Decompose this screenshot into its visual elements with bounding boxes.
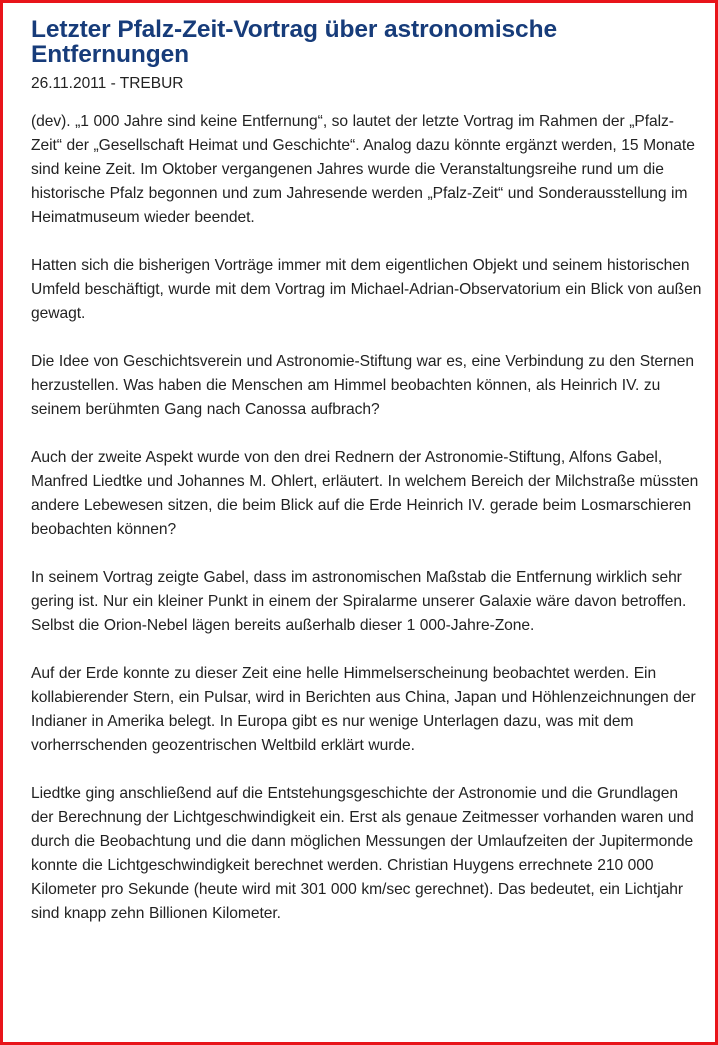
article-dateline: 26.11.2011 - TREBUR [31,75,184,92]
article-body [31,110,703,926]
article-paragraph: Die Idee von Geschichtsverein und Astronomie-Stiftung war es, eine Verbindung zu den Sternen herzustellen. Was haben die Menschen am Himmel beobachten können, als Heinrich IV. zu seinem berühmten Gang nach Canossa aufbrach? [31,353,694,418]
article-paragraph: Liedtke ging anschließend auf die Entstehungsgeschichte der Astronomie und die Grundlagen der Berechnung der Lichtgeschwindigkeit ein. Erst als genaue Zeitmesser vorhanden waren und durch die Beobachtung und die dann möglichen Messungen der Umlaufzeiten der Jupitermonde konnte die Lichtgeschwindigkeit berechnet werden. Christian Huygens errechnete 210 000 Kilometer pro Sekunde (heute wird mit 301 000 km/sec gerechnet). Das bedeutet, ein Lichtjahr sind knapp zehn Billionen Kilometer. [31,785,694,922]
article-paragraph: Auch der zweite Aspekt wurde von den drei Rednern der Astronomie-Stiftung, Alfons Gabel, Manfred Liedtke und Johannes M. Ohlert, erläutert. In welchem Bereich der Milchstraße müssten andere Lebewesen sitzen, die beim Blick auf die Erde Heinrich IV. gerade beim Losmarschieren beobachten können? [31,449,699,538]
article-paragraph: (dev). „1 000 Jahre sind keine Entfernung“, so lautet der letzte Vortrag im Rahmen der „Pfalz-Zeit“ der „Gesellschaft Heimat und Geschichte“. Analog dazu könnte ergänzt werden, 15 Monate sind keine Zeit. Im Oktober vergangenen Jahres wurde die Veranstaltungsreihe rund um die historische Pfalz begonnen und zum Jahresende werden „Pfalz-Zeit“ und Sonderausstellung im Heimatmuseum wieder beendet. [31,113,695,226]
article-paragraph: Auf der Erde konnte zu dieser Zeit eine helle Himmelserscheinung beobachtet werden. Ein kollabierender Stern, ein Pulsar, wird in Berichten aus China, Japan und Höhlenzeichnungen der Indianer in Amerika belegt. In Europa gibt es nur wenige Unterlagen dazu, was mit dem vorherrschenden geozentrischen Weltbild erklärt wurde. [31,665,696,754]
article [31,17,703,950]
article-paragraph: In seinem Vortrag zeigte Gabel, dass im astronomischen Maßstab die Entfernung wirklich sehr gering ist. Nur ein kleiner Punkt in einem der Spiralarme unserer Galaxie wäre davon betroffen. Selbst die Orion-Nebel lägen bereits außerhalb dieser 1 000-Jahre-Zone. [31,569,687,634]
article-headline: Letzter Pfalz-Zeit-Vortrag über astronomische Entfernungen [31,16,557,68]
article-paragraph: Hatten sich die bisherigen Vorträge immer mit dem eigentlichen Objekt und seinem historischen Umfeld beschäftigt, wurde mit dem Vortrag im Michael-Adrian-Observatorium ein Blick von außen gewagt. [31,257,702,322]
